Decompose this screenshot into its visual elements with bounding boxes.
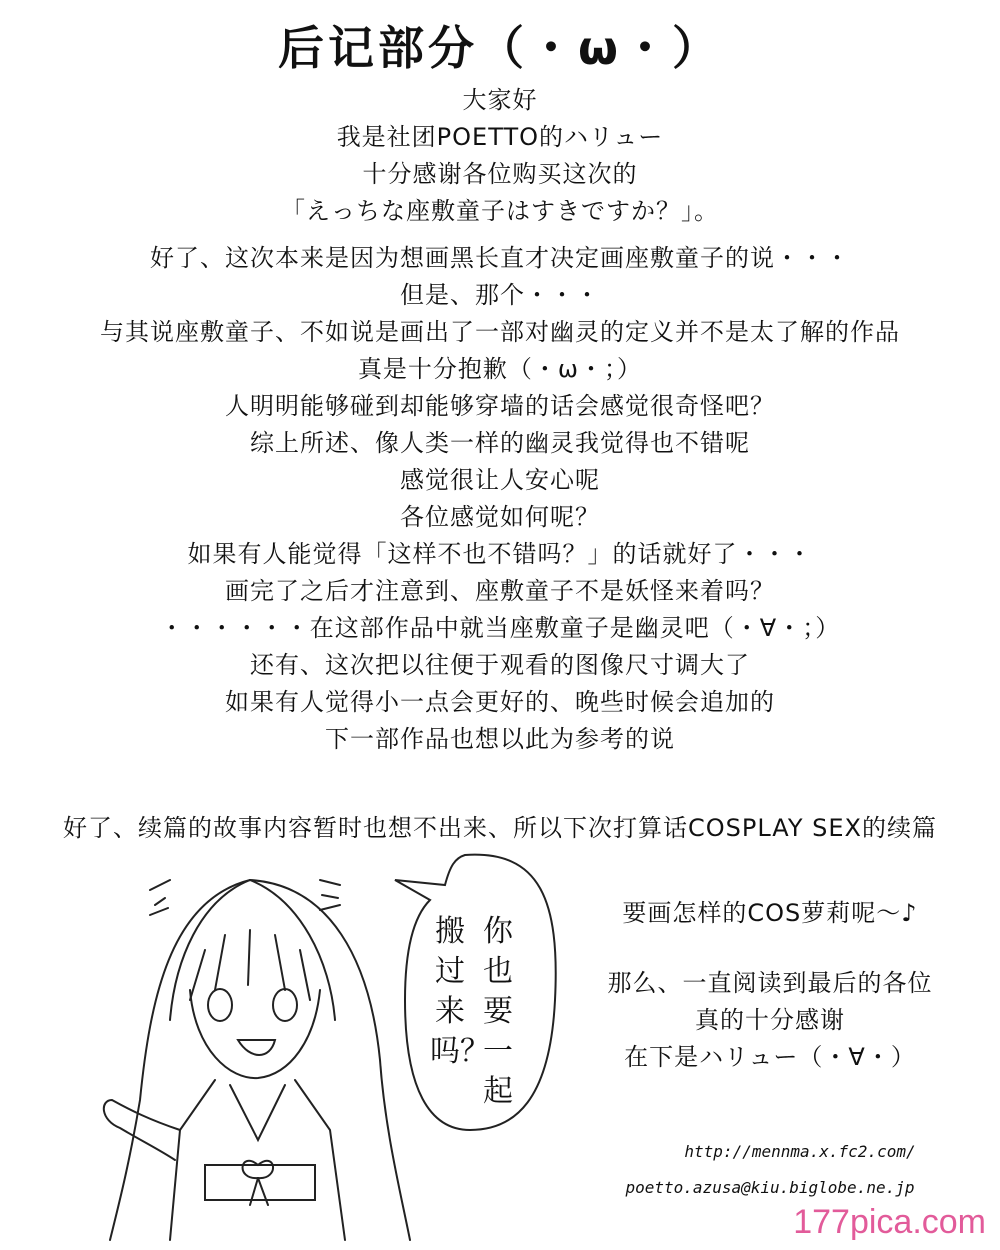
next-work-line: 好了、续篇的故事内容暂时也想不出来、所以下次打算话COSPLAY SEX的续篇 xyxy=(63,814,937,842)
intro-line: 「えっちな座敷童子はすきですか？」。 xyxy=(281,197,719,225)
body-line: 人明明能够碰到却能够穿墙的话会感觉很奇怪吧？ xyxy=(225,392,775,420)
closing-line: 真的十分感谢 xyxy=(695,1006,845,1034)
body-line: 感觉很让人安心呢 xyxy=(400,466,600,494)
intro-line: 十分感谢各位购买这次的 xyxy=(362,160,638,188)
body-line: 各位感觉如何呢？ xyxy=(400,503,600,531)
body-line: 好了、这次本来是因为想画黑长直才决定画座敷童子的说・・・ xyxy=(150,244,850,272)
body-line: 画完了之后才注意到、座敷童子不是妖怪来着吗？ xyxy=(225,577,775,605)
watermark-text: 177pica.com xyxy=(787,1203,992,1242)
contact-email[interactable]: poetto.azusa@kiu.biglobe.ne.jp xyxy=(625,1178,915,1197)
speech-bubble-column-2: 搬过来吗？ xyxy=(430,914,490,1069)
body-line: 但是、那个・・・ xyxy=(400,281,600,309)
right-note-block xyxy=(560,895,980,932)
page-title: 后记部分（・ω・） xyxy=(278,21,722,75)
closing-line: 那么、一直阅读到最后的各位 xyxy=(607,969,933,997)
speech-bubble-shape xyxy=(395,855,556,1130)
closing-block xyxy=(560,965,980,1076)
website-url[interactable]: http://mennma.x.fc2.com/ xyxy=(684,1142,916,1161)
body-line: 综上所述、像人类一样的幽灵我觉得也不错呢 xyxy=(250,429,750,457)
body-line: 与其说座敷童子、不如说是画出了一部对幽灵的定义并不是太了解的作品 xyxy=(100,318,900,346)
body-line: 下一部作品也想以此为参考的说 xyxy=(325,725,675,753)
right-note-line: 要画怎样的COS萝莉呢～♪ xyxy=(622,899,918,927)
body-line: 如果有人能觉得「这样不也不错吗？」的话就好了・・・ xyxy=(187,540,813,568)
body-line: 真是十分抱歉（・ω・；） xyxy=(357,355,643,383)
closing-line: 在下是ハリュー（・∀・） xyxy=(624,1043,916,1071)
body-line: ・・・・・・在这部作品中就当座敷童子是幽灵吧（・∀・；） xyxy=(159,614,841,642)
intro-line: 大家好 xyxy=(462,86,538,114)
intro-line: 我是社团POETTO的ハリュー xyxy=(336,123,664,151)
body-line: 还有、这次把以往便于观看的图像尺寸调大了 xyxy=(250,651,750,679)
speech-bubble-column-1: 你也要一起 xyxy=(483,914,513,1109)
body-line: 如果有人觉得小一点会更好的、晚些时候会追加的 xyxy=(225,688,775,716)
